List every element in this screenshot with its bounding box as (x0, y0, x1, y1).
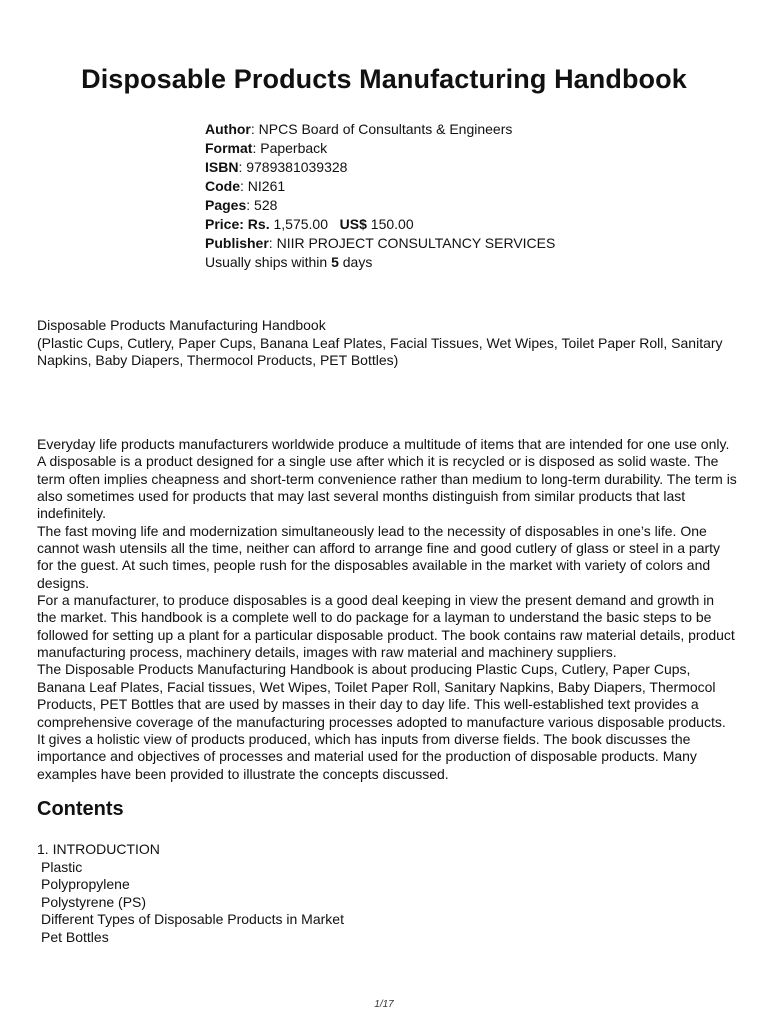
code-value: NI261 (247, 178, 286, 194)
toc-item: Polypropylene (41, 876, 130, 892)
toc-item: Polystyrene (PS) (41, 893, 147, 910)
author-label: Author (205, 121, 251, 137)
price-row (205, 215, 555, 234)
isbn-value: 9789381039328 (246, 159, 348, 175)
toc-item: Plastic (41, 858, 83, 875)
price-usd-label: US$ (339, 216, 367, 232)
book-details (205, 120, 555, 272)
shipping-row: Usually ships within 5 days (205, 254, 373, 270)
page-title: Disposable Products Manufacturing Handbook (81, 64, 687, 94)
publisher-row: Publisher: NIIR PROJECT CONSULTANCY SERVICES (205, 235, 556, 251)
description-paragraph: The Disposable Products Manufacturing Handbook is about producing Plastic Cups, Cutlery, Paper Cups, Banana Leaf Plates, Facial tissues, Wet Wipes, Toilet Paper Roll, Sanitary Napkins, Baby Diapers, Thermocol Products, PET Bottles that are used by masses in their day to day life. This well-established text provides a comprehensive coverage of the manufacturing processes adopted to manufacture various disposable products. It gives a holistic view of products produced, which has inputs from diverse fields. The book discusses the importance and objectives of processes and material used for the production of disposable products. Many examples have been provided to illustrate the concepts discussed. (37, 661, 726, 782)
toc-chapter: 1. INTRODUCTION (37, 841, 160, 857)
book-subtitle (37, 317, 737, 370)
subtitle-title: Disposable Products Manufacturing Handbook (37, 317, 326, 333)
pages-value: 528 (254, 197, 278, 213)
subtitle-products: (Plastic Cups, Cutlery, Paper Cups, Banana Leaf Plates, Facial Tissues, Wet Wipes, Toilet Paper Roll, Sanitary Napkins, Baby Diapers, Thermocol Products, PET Bottles) (37, 334, 723, 368)
toc-item: Different Types of Disposable Products in Market (41, 911, 344, 927)
isbn-row: ISBN: 9789381039328 (205, 159, 348, 175)
code-row: Code: NI261 (205, 178, 286, 194)
pages-label: Pages (205, 197, 247, 213)
pages-row: Pages: 528 (205, 197, 278, 213)
page-number: 1/17 (374, 999, 394, 1010)
format-label: Format (205, 140, 253, 156)
price-usd-value: 150.00 (370, 216, 414, 232)
price-label: Price: Rs. (205, 216, 270, 232)
contents-heading: Contents (37, 798, 124, 820)
publisher-label: Publisher (205, 235, 269, 251)
toc-item: Pet Bottles (41, 928, 109, 945)
description-paragraph: Everyday life products manufacturers worldwide produce a multitude of items that are intended for one use only. A disposable is a product designed for a single use after which it is recycled or is disposed as solid waste. The term often implies cheapness and short-term convenience rather than medium to long-term durability. The term is also sometimes used for products that may last several months distinguish from similar products that last indefinitely. (37, 436, 737, 522)
format-row: Format: Paperback (205, 140, 328, 156)
shipping-days: 5 (331, 254, 339, 270)
publisher-value: NIIR PROJECT CONSULTANCY SERVICES (276, 235, 556, 251)
format-value: Paperback (260, 140, 328, 156)
code-label: Code (205, 178, 240, 194)
table-of-contents (37, 841, 344, 946)
description-paragraph: The fast moving life and modernization simultaneously lead to the necessity of disposables in one’s life. One cannot wash utensils all the time, neither can afford to arrange fine and good cutlery of glass or steel in a party for the guest. At such times, people rush for the disposables available in the market with variety of colors and designs. (37, 522, 721, 591)
author-row: Author: NPCS Board of Consultants & Engineers (205, 121, 513, 137)
description-paragraph: For a manufacturer, to produce disposables is a good deal keeping in view the present demand and growth in the market. This handbook is a complete well to do package for a layman to understand the basic steps to be followed for setting up a plant for a particular disposable product. The book contains raw material details, product manufacturing process, machinery details, images with raw material and machinery suppliers. (37, 592, 735, 661)
book-description (37, 436, 737, 783)
author-value: NPCS Board of Consultants & Engineers (258, 121, 513, 137)
price-rs-value: 1,575.00 (273, 216, 328, 232)
isbn-label: ISBN (205, 159, 239, 175)
